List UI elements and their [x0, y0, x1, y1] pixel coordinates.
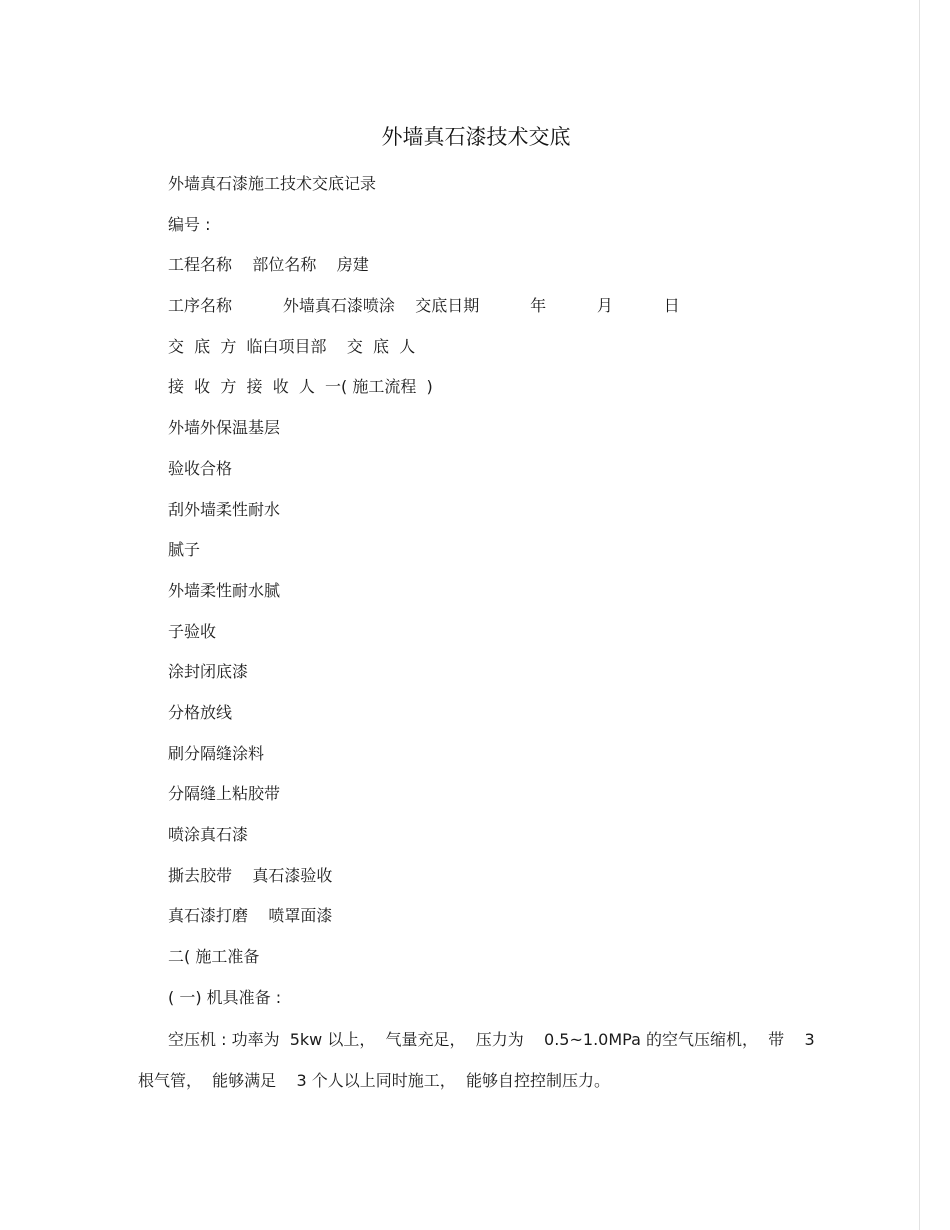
- flow-step: 外墙柔性耐水腻: [168, 580, 281, 600]
- subsection-heading: ( 一) 机具准备 :: [168, 987, 282, 1007]
- flow-step: 验收合格: [168, 458, 233, 478]
- record-heading: 外墙真石漆施工技术交底记录: [168, 174, 377, 193]
- document-body: [168, 170, 808, 1024]
- flow-step: 涂封闭底漆: [168, 662, 249, 682]
- flow-step: 外墙外保温基层: [168, 418, 281, 438]
- flow-step: 真石漆打磨 喷罩面漆: [168, 906, 333, 926]
- flow-step: 刷分隔缝涂料: [168, 743, 265, 763]
- receiving-party-row: 接 收 方 接 收 人 一( 施工流程 ): [168, 377, 433, 397]
- document-title: 外墙真石漆技术交底: [381, 125, 571, 149]
- flow-step: 撕去胶带 真石漆验收: [168, 865, 333, 885]
- flow-step: 分隔缝上粘胶带: [168, 784, 281, 804]
- paragraph-line: 空压机 : 功率为 5kw 以上， 气量充足， 压力为 0.5~1.0MPa 的空气压缩机， 带 3: [168, 1030, 815, 1049]
- section-heading: 二( 施工准备: [168, 947, 260, 967]
- flow-step: 腻子: [168, 540, 201, 560]
- record-number: 编号 :: [168, 214, 211, 234]
- page-edge-divider: [919, 0, 920, 1230]
- handover-party-row: 交 底 方 临白项目部 交 底 人: [168, 336, 416, 356]
- flow-step: 刮外墙柔性耐水: [168, 499, 281, 519]
- equipment-paragraph: [138, 1026, 815, 1095]
- paragraph-line: 根气管， 能够满足 3 个人以上同时施工， 能够自控控制压力。: [138, 1070, 610, 1090]
- flow-step: 子验收: [168, 621, 217, 641]
- flow-step: 喷涂真石漆: [168, 825, 249, 844]
- project-name-row: 工程名称 部位名称 房建: [168, 255, 369, 275]
- process-name-row: 工序名称 外墙真石漆喷涂 交底日期 年 月 日: [168, 296, 680, 316]
- flow-step: 分格放线: [168, 702, 233, 722]
